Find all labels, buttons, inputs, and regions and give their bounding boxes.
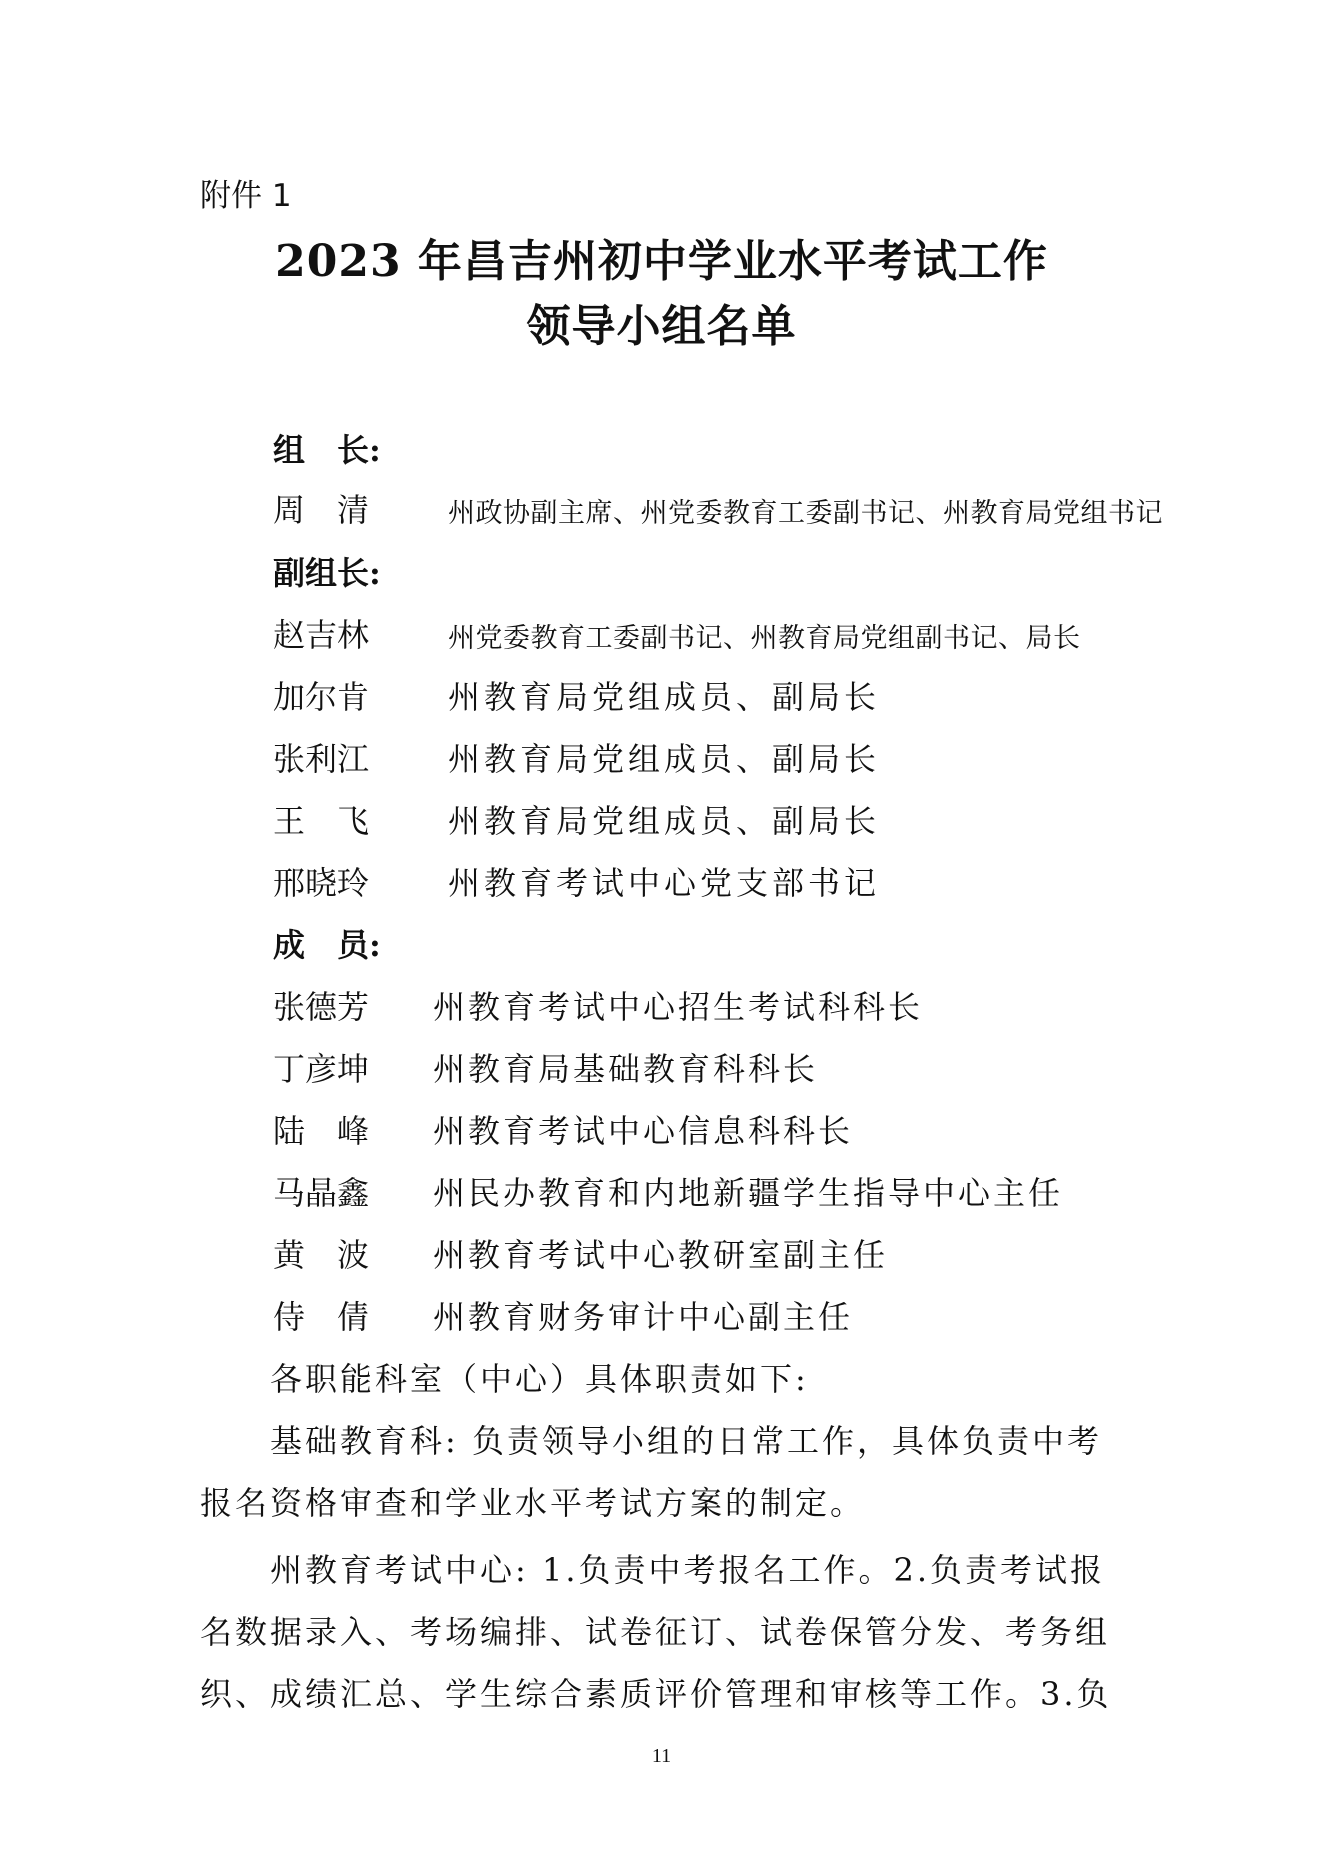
member-name: 加尔肯	[273, 678, 370, 716]
member-title: 州教育考试中心招生考试科科长	[433, 988, 924, 1026]
member-title: 州党委教育工委副书记、州教育局党组副书记、局长	[448, 623, 1081, 654]
member-name: 丁彦坤	[273, 1050, 370, 1088]
list-item	[273, 734, 881, 778]
member-name: 周 清	[273, 491, 370, 529]
member-title: 州教育考试中心教研室副主任	[433, 1236, 889, 1274]
attachment-label: 附件 1	[200, 178, 292, 214]
body-line: 报名资格审查和学业水平考试方案的制定。	[200, 1484, 866, 1522]
member-name: 王 飞	[273, 802, 370, 840]
list-item	[273, 1230, 889, 1274]
body-line: 名数据录入、考场编排、试卷征订、试卷保管分发、考务组	[200, 1613, 1111, 1651]
list-item	[273, 982, 924, 1026]
member-title: 州教育局党组成员、副局长	[448, 802, 881, 840]
member-title: 州教育考试中心党支部书记	[448, 864, 881, 902]
member-name: 邢晓玲	[273, 864, 370, 902]
vice-leader-heading: 副组长:	[273, 554, 381, 592]
member-name: 黄 波	[273, 1236, 370, 1274]
member-name: 陆 峰	[273, 1112, 370, 1150]
member-title: 州教育局基础教育科科长	[433, 1050, 819, 1088]
members-heading: 成 员:	[273, 926, 381, 964]
list-item	[273, 1292, 854, 1336]
list-item	[273, 610, 1081, 654]
member-name: 马晶鑫	[273, 1174, 370, 1212]
list-item	[273, 485, 1163, 529]
list-item	[273, 1044, 819, 1088]
leader-heading: 组 长:	[273, 431, 381, 469]
member-title: 州教育财务审计中心副主任	[433, 1298, 854, 1336]
body-line: 织、成绩汇总、学生综合素质评价管理和审核等工作。3.负	[200, 1675, 1112, 1713]
member-name: 张利江	[273, 740, 370, 778]
body-line: 各职能科室（中心）具体职责如下:	[200, 1360, 809, 1398]
member-title: 州民办教育和内地新疆学生指导中心主任	[433, 1174, 1064, 1212]
list-item	[273, 1168, 1064, 1212]
list-item	[273, 672, 881, 716]
body-line: 基础教育科: 负责领导小组的日常工作，具体负责中考	[200, 1422, 1102, 1460]
list-item	[273, 796, 881, 840]
member-title: 州政协副主席、州党委教育工委副书记、州教育局党组书记	[448, 498, 1163, 529]
document-title-line-2: 领导小组名单	[526, 301, 797, 352]
member-title: 州教育局党组成员、副局长	[448, 740, 881, 778]
list-item	[273, 1106, 854, 1150]
page-number: 11	[651, 1745, 672, 1767]
member-name: 张德芳	[273, 988, 370, 1026]
member-name: 侍 倩	[273, 1298, 370, 1336]
list-item	[273, 858, 881, 902]
member-title: 州教育考试中心信息科科长	[433, 1112, 854, 1150]
body-line: 州教育考试中心: 1.负责中考报名工作。2.负责考试报	[200, 1551, 1106, 1589]
member-title: 州教育局党组成员、副局长	[448, 678, 881, 716]
member-name: 赵吉林	[273, 616, 370, 654]
document-title-line-1: 2023 年昌吉州初中学业水平考试工作	[275, 236, 1048, 287]
